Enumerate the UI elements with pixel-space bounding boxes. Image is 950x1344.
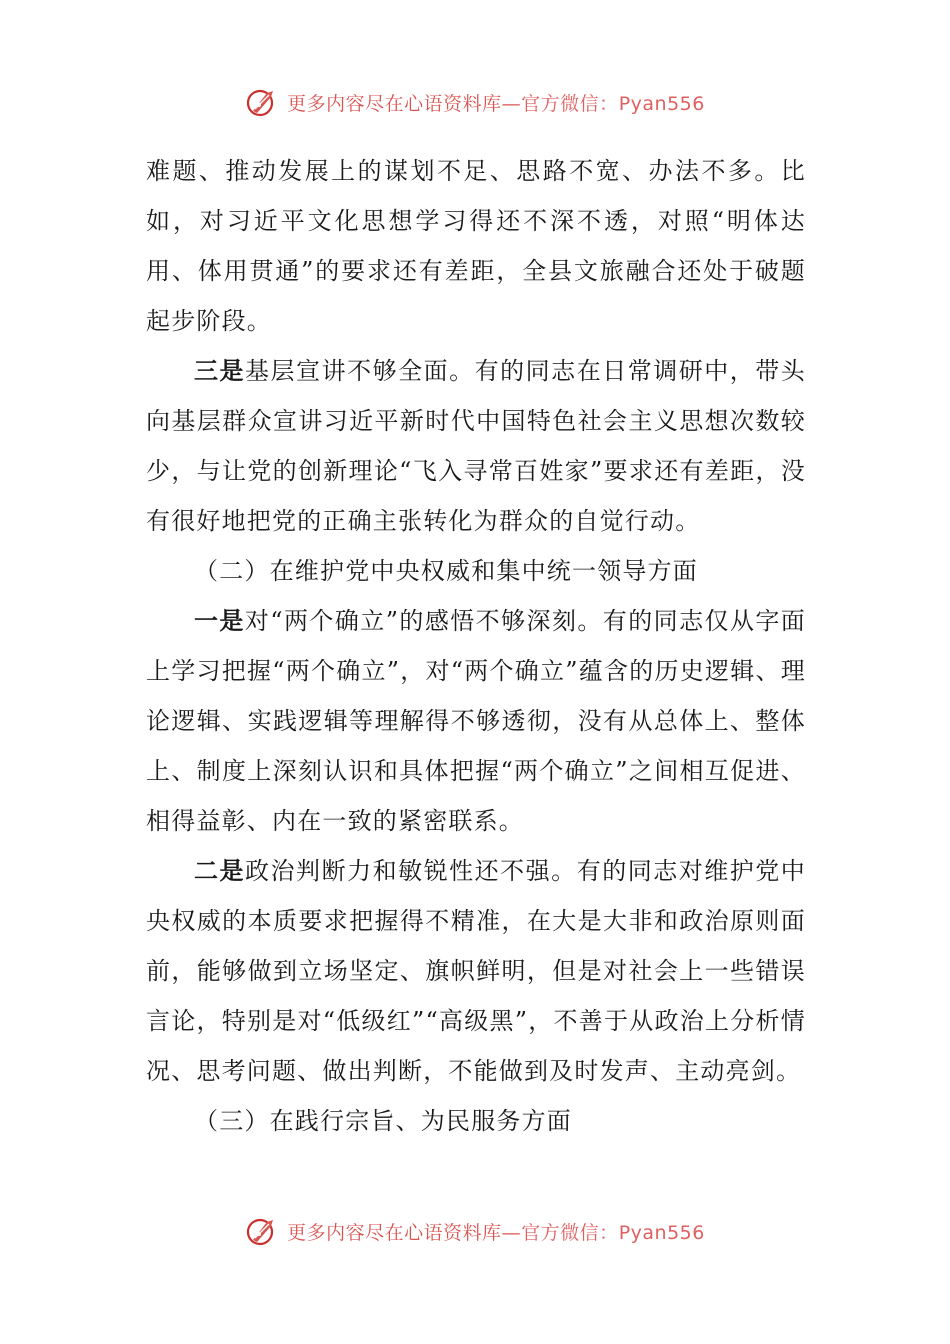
paragraph-lead: 一是 [194, 606, 245, 635]
pen-nib-icon [245, 1214, 279, 1248]
banner-main-text: 更多内容尽在心语资料库— [287, 92, 522, 115]
pen-nib-icon [245, 85, 279, 119]
banner-text [287, 89, 705, 116]
section-heading: （三）在践行宗旨、为民服务方面 [194, 1107, 572, 1135]
paragraph: 一是对“两个确立”的感悟不够深刻。有的同志仅从字面上学习把握“两个确立”，对“两个确立”蕴含的历史逻辑、理论逻辑、实践逻辑等理解得不够透彻，没有从总体上、整体上、制度上深刻认识和具体把握“两个确立”之间相互促进、相得益彰、内在一致的紧密联系。 [146, 606, 806, 835]
paragraph: 二是政治判断力和敏锐性还不强。有的同志对维护党中央权威的本质要求把握得不精准，在大是大非和政治原则面前，能够做到立场坚定、旗帜鲜明，但是对社会上一些错误言论，特别是对“低级红”“高级黑”，不善于从政治上分析情况、思考问题、做出判断，不能做到及时发声、主动亮剑。 [146, 856, 806, 1085]
document-body [146, 146, 806, 1146]
banner-wechat-label: 官方微信： [521, 1221, 619, 1244]
paragraph-lead: 二是 [194, 856, 246, 885]
banner-wechat-id: Pyan556 [618, 1221, 705, 1244]
header-banner [0, 82, 950, 122]
paragraph-lead: 三是 [194, 356, 246, 385]
banner-text [287, 1218, 705, 1245]
banner-main-text: 更多内容尽在心语资料库— [287, 1221, 522, 1244]
footer-banner [0, 1211, 950, 1251]
paragraph: 三是基层宣讲不够全面。有的同志在日常调研中，带头向基层群众宣讲习近平新时代中国特色社会主义思想次数较少，与让党的创新理论“飞入寻常百姓家”要求还有差距，没有很好地把党的正确主张转化为群众的自觉行动。 [146, 356, 806, 535]
paragraph: 难题、推动发展上的谋划不足、思路不宽、办法不多。比如，对习近平文化思想学习得还不深不透，对照“明体达用、体用贯通”的要求还有差距，全县文旅融合还处于破题起步阶段。 [146, 157, 806, 335]
section-heading: （二）在维护党中央权威和集中统一领导方面 [194, 557, 698, 585]
banner-wechat-label: 官方微信： [521, 92, 619, 115]
banner-wechat-id: Pyan556 [618, 92, 705, 115]
